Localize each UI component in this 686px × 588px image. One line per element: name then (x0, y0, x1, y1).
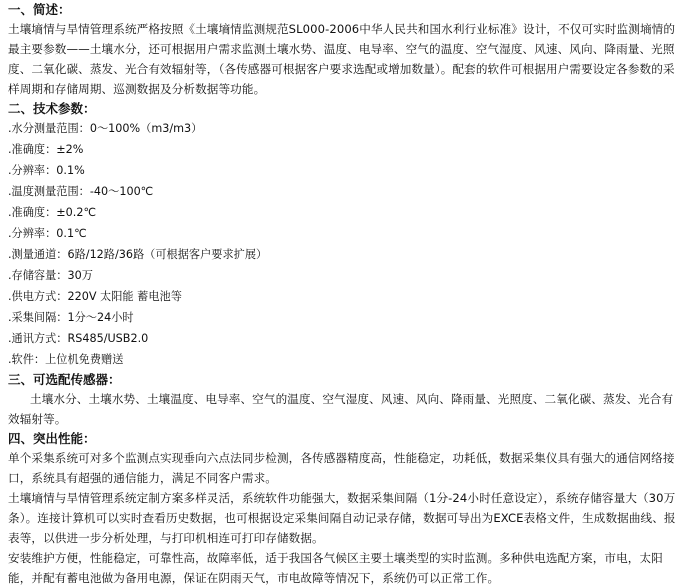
spec-moisture-resolution: .分辨率：0.1% (8, 164, 85, 177)
features-paragraph-2: 土壤墒情与旱情管理系统定制方案多样灵活，系统软件功能强大，数据采集间隔（1分-24小时任意设定），系统存储容量大（30万条）。连接计算机可以实时查看历史数据，也可根据设定采集间隔自动记录存储，数据可导出为EXCE表格文件，生成数据曲线、报表等，以供进一步分析处理，与打印机相连可打印存储数据。 (8, 491, 676, 545)
section-heading-tech-params: 二、技术参数： (8, 101, 96, 116)
features-paragraph-1: 单个采集系统可对多个监测点实现垂向六点法同步检测，各传感器精度高，性能稳定，功耗低，数据采集仪具有强大的通信网络接口，系统具有超强的通信能力，满足不同客户需求。 (8, 451, 675, 485)
section-heading-features: 四、突出性能： (8, 431, 96, 446)
spec-software: .软件：上位机免费赠送 (8, 353, 124, 366)
spec-interval: .采集间隔：1分～24小时 (8, 311, 134, 324)
sensors-paragraph: 土壤水分、土壤水势、土壤温度、电导率、空气的温度、空气湿度、风速、风向、降雨量、光照度、二氧化碳、蒸发、光合有效辐射等。 (8, 392, 674, 426)
spec-power: .供电方式：220V 太阳能 蓄电池等 (8, 290, 182, 303)
spec-temperature-accuracy: .准确度：±0.2℃ (8, 206, 97, 219)
features-paragraph-3: 安装维护方便，性能稳定，可靠性高，故障率低，适于我国各气候区主要土壤类型的实时监测。多种供电选配方案，市电，太阳能，并配有蓄电池做为备用电源，保证在阴雨天气，市电故障等情况下，系统仍可以正常工作。 (8, 551, 663, 585)
spec-temperature-range: .温度测量范围：-40～100℃ (8, 185, 154, 198)
spec-storage: .存储容量：30万 (8, 269, 93, 282)
spec-temperature-resolution: .分辨率：0.1℃ (8, 227, 87, 240)
overview-paragraph: 土壤墒情与旱情管理系统严格按照《土壤墒情监测规范SL000-2006中华人民共和国水利行业标准》设计，不仅可实时监测墒情的最主要参数——土壤水分，还可根据用户需求监测土壤水势、温度、电导率、空气的温度、空气湿度、风速、风向、降雨量、光照度、二氧化碳、蒸发、光合有效辐射等，（各传感器可根据客户要求选配或增加数量）。配套的软件可根据用户需要设定各参数的采样周期和存储周期、巡测数据及分析数据等功能。 (8, 22, 676, 96)
spec-channels: .测量通道：6路/12路/36路（可根据客户要求扩展） (8, 248, 268, 261)
spec-communication: .通讯方式：RS485/USB2.0 (8, 332, 149, 345)
spec-moisture-range: .水分测量范围：0～100%（m3/m3） (8, 122, 203, 135)
section-heading-sensors: 三、可选配传感器： (8, 372, 121, 387)
spec-moisture-accuracy: .准确度：±2% (8, 143, 84, 156)
section-heading-overview: 一、简述： (8, 2, 71, 17)
